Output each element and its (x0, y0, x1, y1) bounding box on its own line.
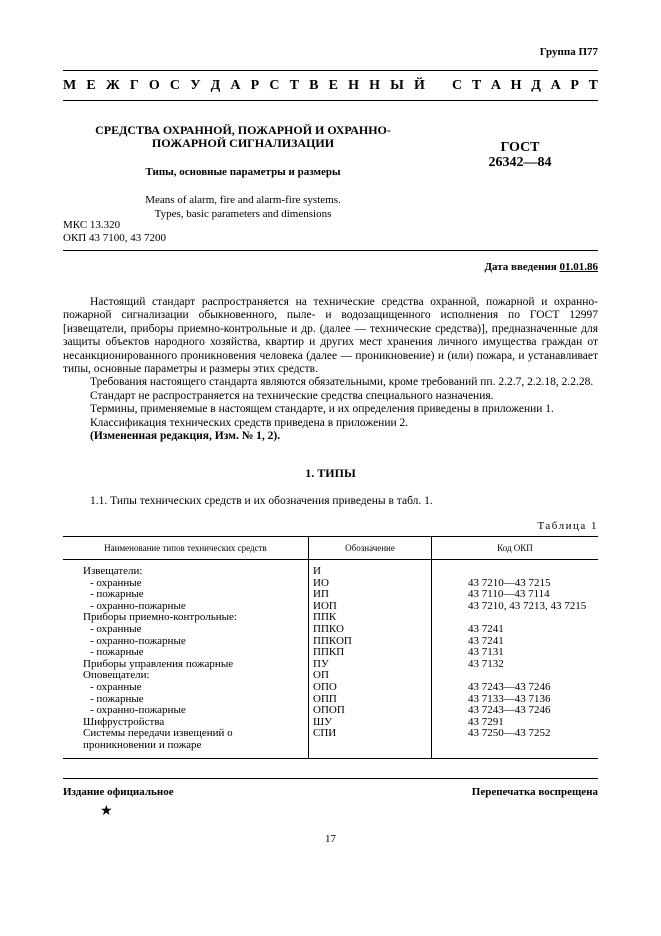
page-number: 17 (325, 833, 336, 845)
okp-cell: 43 7210, 43 7213, 43 7215 (432, 601, 599, 613)
type-name: Приборы управления пожарные (83, 657, 234, 670)
intro-text (63, 296, 598, 443)
okp-cell (432, 612, 599, 624)
type-name: - охранно-пожарные (90, 634, 186, 647)
section-heading: 1. ТИПЫ (305, 466, 356, 480)
intro-paragraph-3: Стандарт не распространяется на технические средства специального назначения. (90, 389, 494, 402)
document-title (63, 124, 423, 150)
type-name-cell (63, 647, 309, 659)
type-name: - пожарные (90, 588, 144, 601)
designation-cell: ОПО (309, 682, 432, 694)
table-row (63, 705, 598, 717)
type-name: Шифрустройства (83, 715, 165, 728)
okp-cell: 43 7133—43 7136 (432, 694, 599, 706)
designation-cell: ОП (309, 670, 432, 682)
okp-cell: 43 7291 (432, 717, 599, 729)
type-name: - пожарные (90, 646, 144, 659)
reprint-notice: Перепечатка воспрещена (471, 786, 598, 798)
okp-cell (432, 560, 599, 578)
type-name: - охранные (90, 622, 142, 635)
designation-cell: ИОП (309, 601, 432, 613)
okp-cell: 43 7243—43 7246 (432, 682, 599, 694)
designation-cell: ШУ (309, 717, 432, 729)
document-subtitle: Типы, основные параметры и размеры (145, 166, 341, 178)
effective-date (484, 261, 598, 273)
banner-letter: А (490, 78, 501, 93)
english-title-line-2: Types, basic parameters and dimensions (154, 208, 332, 220)
type-name: Системы передачи извещений о проникновении и пожаре (83, 727, 233, 751)
table-caption: Таблица 1 (537, 520, 598, 532)
column-header-designation: Обозначение (309, 537, 432, 560)
intro-paragraph-4: Термины, применяемые в настоящем стандарте, и их определения приведены в приложении 1. (90, 403, 554, 416)
okp-cell: 43 7241 (432, 636, 599, 648)
okp-cell: 43 7132 (432, 659, 599, 671)
okp-cell: 43 7210—43 7215 (432, 578, 599, 590)
type-name-cell (63, 728, 309, 758)
banner-letter: С (269, 78, 280, 93)
okp-code: ОКП 43 7100, 43 7200 (63, 232, 166, 244)
top-rule (63, 70, 598, 71)
official-edition: Издание официальное (63, 786, 174, 798)
types-table (63, 536, 598, 759)
type-name-cell (63, 705, 309, 717)
type-name: - пожарные (90, 692, 144, 705)
table-row (63, 624, 598, 636)
banner-letter: У (190, 78, 201, 93)
designation-cell: ПУ (309, 659, 432, 671)
banner-letter: Д (531, 78, 541, 93)
type-name: - охранно-пожарные (90, 704, 186, 717)
designation-cell: ОПОП (309, 705, 432, 717)
footer-rule (63, 778, 598, 779)
type-name-cell (63, 682, 309, 694)
banner-letter: О (148, 78, 160, 93)
designation-cell: ППК (309, 612, 432, 624)
banner-letter: Н (348, 78, 359, 93)
table-row (63, 728, 598, 758)
designation-cell: ИО (309, 578, 432, 590)
designation-cell: СПИ (309, 728, 432, 758)
banner-letter: Ы (390, 78, 404, 93)
english-title (63, 193, 423, 221)
banner-letter: Т (289, 78, 299, 93)
designation-cell: И (309, 560, 432, 578)
designation-cell: ППКО (309, 624, 432, 636)
intro-paragraph-1: Настоящий стандарт распространяется на технические средства охранной, пожарной и охранно-пожарной сигнализации обыкновенного, пыле- и водозащищенного исполнения по ГОСТ 12997 [извещатели, приборы приемно-контрольные и др. (далее — технические средства)], предназначенные для защиты объектов народного хозяйства, квартир и других мест хранения личного имущества граждан от несанкционированного проникновения человека (далее — проникновение) и (или) пожара, и устанавливает типы, основные параметры и размеры этих средств. (63, 296, 598, 376)
gost-number (470, 140, 570, 170)
standard-banner (63, 78, 598, 94)
banner-letter: Р (570, 78, 579, 93)
banner-word-2 (452, 78, 598, 94)
banner-letter: Г (129, 78, 139, 93)
type-name-cell (63, 560, 309, 578)
title-line-2: ПОЖАРНОЙ СИГНАЛИЗАЦИИ (151, 136, 335, 150)
table-row (63, 682, 598, 694)
banner-rule (63, 100, 598, 101)
clause-1-1: 1.1. Типы технических средств и их обозначения приведены в табл. 1. (90, 495, 433, 507)
column-header-okp: Код ОКП (432, 537, 599, 560)
type-name: Извещатели: (83, 565, 143, 577)
banner-letter: А (550, 78, 561, 93)
intro-paragraph-2: Требования настоящего стандарта являются обязательными, кроме требований пп. 2.2.7, 2.2.18, 2.2.28. (90, 376, 594, 389)
designation-cell: ППКОП (309, 636, 432, 648)
banner-letter: М (63, 78, 77, 93)
type-name: - охранные (90, 680, 142, 693)
designation-cell: ППКП (309, 647, 432, 659)
banner-letter: Д (210, 78, 221, 93)
banner-letter: Н (369, 78, 380, 93)
classification-codes (63, 219, 166, 245)
amendment-note: (Измененная редакция, Изм. № 1, 2). (90, 430, 281, 443)
effective-date-label: Дата введения (484, 261, 557, 273)
star-icon: ★ (100, 804, 113, 819)
intro-paragraph-5: Классификация технических средств приведена в приложении 2. (90, 416, 409, 429)
gost-code: 26342—84 (488, 155, 552, 170)
type-name: - охранно-пожарные (90, 599, 186, 612)
banner-letter: Р (250, 78, 260, 93)
banner-letter: А (230, 78, 241, 93)
banner-letter: В (309, 78, 319, 93)
okp-cell: 43 7110—43 7114 (432, 589, 599, 601)
gost-label: ГОСТ (500, 140, 540, 155)
english-title-line-1: Means of alarm, fire and alarm-fire systems. (145, 194, 341, 206)
column-header-name: Наименование типов технических средств (63, 537, 309, 560)
banner-letter: С (452, 78, 463, 93)
table-row (63, 560, 598, 578)
effective-date-value: 01.01.86 (559, 261, 598, 273)
okp-cell: 43 7243—43 7246 (432, 705, 599, 717)
header-rule (63, 250, 598, 251)
okp-cell: 43 7241 (432, 624, 599, 636)
banner-letter: С (169, 78, 181, 93)
table-row (63, 647, 598, 659)
banner-letter: Е (86, 78, 96, 93)
type-name: Оповещатели: (83, 669, 150, 682)
banner-letter: Т (471, 78, 482, 93)
banner-letter: Ж (105, 78, 120, 93)
table-header-row (63, 537, 598, 560)
type-name: - охранные (90, 576, 142, 589)
group-code: Группа П77 (539, 46, 598, 58)
designation-cell: ОПП (309, 694, 432, 706)
banner-letter: Т (588, 78, 598, 93)
type-name-cell (63, 624, 309, 636)
banner-letter: Й (414, 78, 425, 93)
okp-cell: 43 7250—43 7252 (432, 728, 599, 758)
banner-letter: Н (510, 78, 522, 93)
designation-cell: ИП (309, 589, 432, 601)
mks-code: МКС 13.320 (63, 219, 121, 231)
title-line-1: СРЕДСТВА ОХРАННОЙ, ПОЖАРНОЙ И ОХРАННО- (95, 123, 391, 137)
banner-letter: Е (328, 78, 338, 93)
banner-word-1 (63, 78, 425, 94)
type-name: Приборы приемно-контрольные: (83, 611, 237, 624)
okp-cell: 43 7131 (432, 647, 599, 659)
